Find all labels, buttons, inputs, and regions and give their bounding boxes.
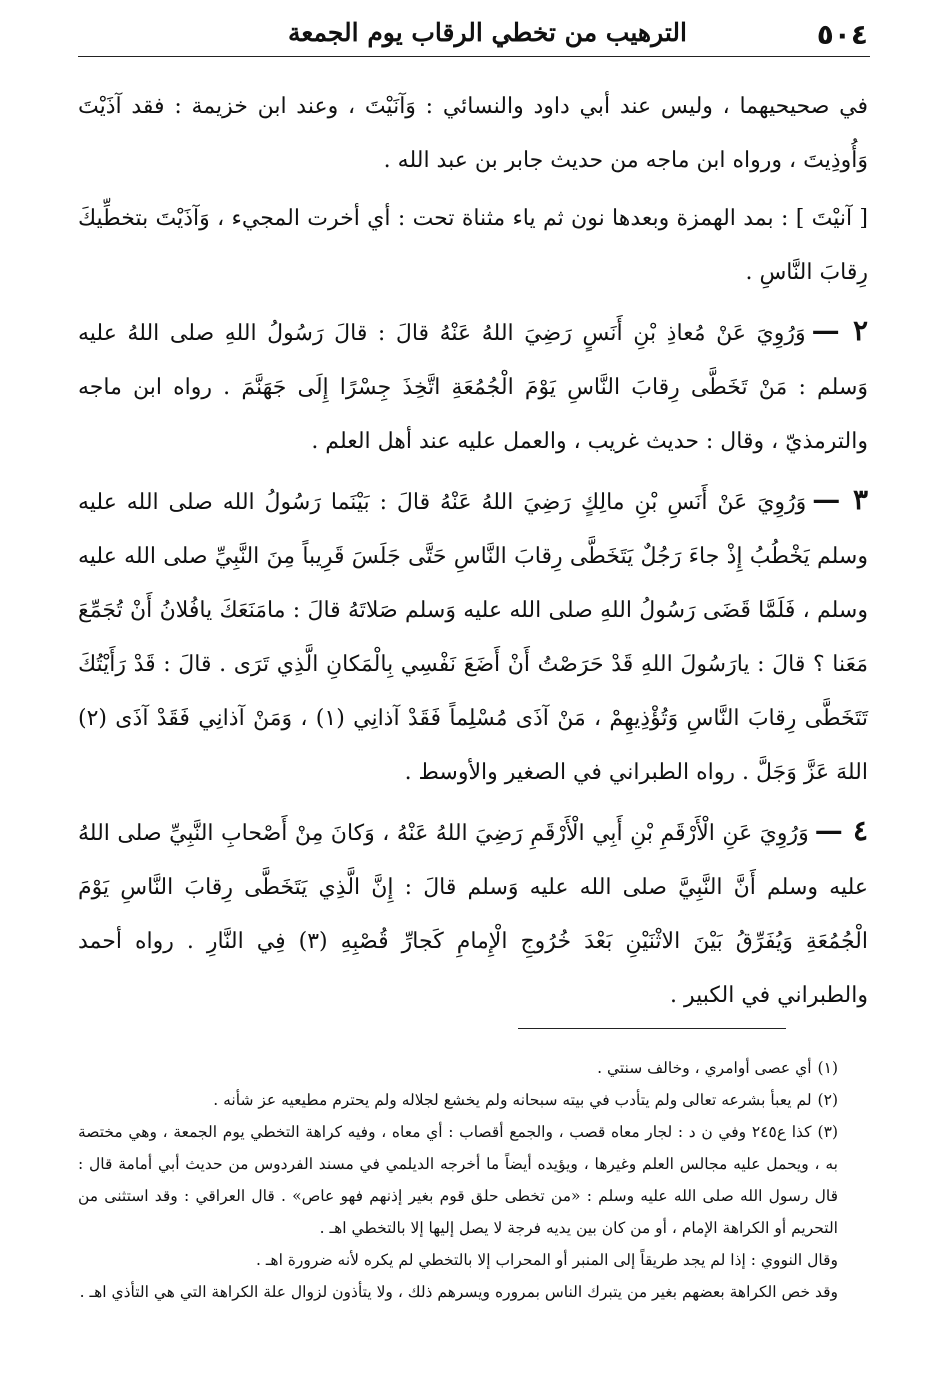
hadith-4 (78, 804, 868, 1023)
footnotes (78, 1052, 838, 1308)
paragraph-gloss: [ آنيْتَ ] : بمد الهمزة وبعدها نون ثم ياء مثناة تحت : أي أخرت المجيء ، وَآذَيْتَ بتخطِّيكَ رِقابَ النَّاسِ . (78, 206, 868, 285)
footnote-text: كذا ع٢٤٥ وفي ن د : لجار معاه قصب ، والجمع أقصاب : أي معاه ، وفيه كراهة التخطي يوم الجمعة ، وهي مختصة به ، ويحمل عليه مجالس العلم وغيرها ، ويؤيده أيضاً ما أخرجه الديلمي في مسند الفردوس من حديث أبي أمامة قال : قال رسول الله صلى الله عليه وسلم : «من تخطى حلق قوم بغير إذنهم فهو عاص» . قال العراقي : وقد استثنى من التحريم أو الكراهة الإمام ، أو من كان بين يديه فرجة لا يصل إليها إلا بالتخطي اهـ . (78, 1123, 838, 1237)
footnote-text: لم يعبأ بشرعه تعالى ولم يتأدب في بيته سبحانه ولم يخشع لجلاله ولم يحترم مطيعيه عز شأنه . (213, 1091, 812, 1109)
main-text (78, 80, 868, 1027)
hadith-number: ٣ — (812, 483, 869, 516)
hadith-number: ٢ — (811, 314, 868, 347)
page-header (78, 14, 868, 56)
footnote-3-continued: وقال النووي : إذا لم يجد طريقاً إلى المنبر أو المحراب إلا بالتخطي لم يكره لأنه ضرورة اهـ . (256, 1251, 838, 1269)
hadith-text: وَرُوِيَ عَنِ الْأَرْقَمِ بْنِ أَبِي الْأَرْقَمِ رَضِيَ اللهُ عَنْهُ ، وَكانَ مِنْ أَصْحابِ النَّبِيِّ صلى اللهُ عليه وسلم أَنَّ النَّبِيَّ صلى الله عليه وَسلم قالَ : إِنَّ الَّذِي يَتَخَطَّى رِقابَ النَّاسِ يَوْمَ الْجُمُعَةِ وَيُفَرِّقُ بَيْنَ الاثْنَيْنِ بَعْدَ خُرُوجِ الْإِمامِ كَجارِّ قُصْبِهِ (٣) فِي النَّارِ . رواه أحمد والطبراني في الكبير . (78, 821, 868, 1008)
header-rule (78, 56, 870, 57)
running-title: الترهيب من تخطي الرقاب يوم الجمعة (288, 18, 687, 47)
hadith-text: وَرُوِيَ عَنْ مُعاذِ بْنِ أَنَسٍ رَضِيَ اللهُ عَنْهُ قالَ : قالَ رَسُولُ اللهِ صلى اللهُ عليه وَسلم : مَنْ تَخَطَّى رِقابَ النَّاسِ يَوْمَ الْجُمُعَةِ اتَّخِذَ جِسْرًا إِلَى جَهَنَّمَ . رواه ابن ماجه والترمذيّ ، وقال : حديث غريب ، والعمل عليه عند أهل العلم . (78, 321, 868, 454)
footnote-label: (٢) (817, 1091, 838, 1109)
footnote-label: (٣) (817, 1123, 838, 1141)
page-number: ٥٠٤ (816, 18, 868, 51)
paragraph-continuation: في صحيحيهما ، وليس عند أبي داود والنسائي : وَآنَيْتَ ، وعند ابن خزيمة : فقد آذَيْتَ وَأُوذِيتَ ، ورواه ابن ماجه من حديث جابر بن عبد الله . (78, 94, 868, 173)
footnote-3 (78, 1116, 838, 1244)
footnote-text: أي عصى أوامري ، وخالف سنتي . (597, 1059, 812, 1077)
footnote-rule (518, 1028, 786, 1029)
footnote-3-continued: وقد خص الكراهة بعضهم بغير من يتبرك الناس بمروره ويسرهم ذلك ، ولا يتأذون لزوال علة الكراهة التي هي التأذي اهـ . (79, 1283, 838, 1301)
footnote-label: (١) (817, 1059, 838, 1077)
footnote-1 (78, 1052, 838, 1084)
hadith-2 (78, 304, 868, 469)
hadith-3 (78, 473, 868, 800)
hadith-number: ٤ — (814, 814, 869, 847)
hadith-text: وَرُوِيَ عَنْ أَنَسِ بْنِ مالِكٍ رَضِيَ اللهُ عَنْهُ قالَ : بَيْنَما رَسُولُ الله صلى الله عليه وسلم يَخْطُبُ إِذْ جاءَ رَجُلٌ يَتَخَطَّى رِقابَ النَّاسِ حَتَّى جَلَسَ قَرِيباً مِنَ النَّبِيِّ صلى الله عليه وسلم ، فَلَمَّا قَضَى رَسُولُ اللهِ صلى الله عليه وَسلم صَلاتَهُ قالَ : مامَنَعَكَ يافُلانُ أَنْ تُجَمِّعَ مَعَنا ؟ قالَ : يارَسُولَ اللهِ قَدْ حَرَصْتُ أَنْ أَضَعَ نَفْسِي بِالْمَكانِ الَّذِي تَرَى . قالَ : قَدْ رَأَيْتُكَ تَتَخَطَّى رِقابَ النَّاسِ وَتُؤْذِيهِمْ ، مَنْ آذَى مُسْلِماً فَقَدْ آذانِي (١) ، وَمَنْ آذانِي فَقَدْ آذَى (٢) اللهَ عَزَّ وَجَلَّ . رواه الطبراني في الصغير والأوسط . (78, 490, 869, 785)
footnote-2 (78, 1084, 838, 1116)
